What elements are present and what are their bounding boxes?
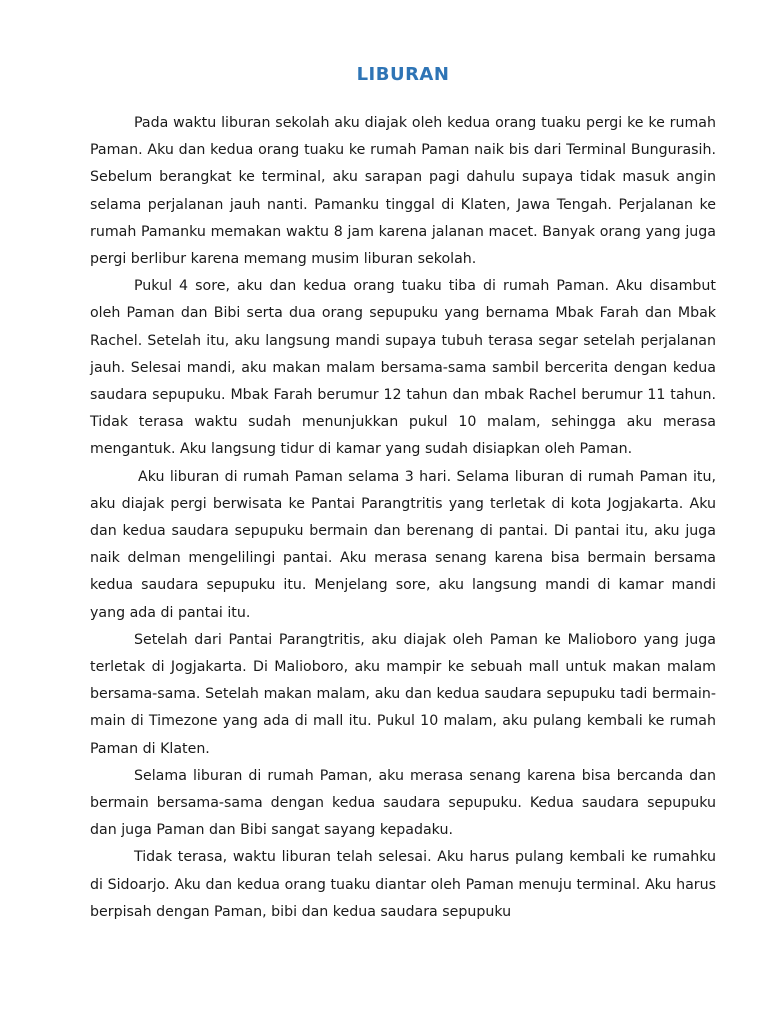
paragraph-6: Tidak terasa, waktu liburan telah selesai. Aku harus pulang kembali ke rumahku di Sidoarjo. Aku dan kedua orang tuaku diantar oleh Paman menuju terminal. Aku harus berpisah dengan Paman, bibi dan kedua saudara sepupuku — [90, 849, 716, 920]
paragraph-5: Selama liburan di rumah Paman, aku merasa senang karena bisa bercanda dan bermain bersama-sama dengan kedua saudara sepupuku. Kedua saudara sepupuku dan juga Paman dan Bibi sangat sayang kepadaku. — [90, 767, 716, 839]
paragraph-2: Pukul 4 sore, aku dan kedua orang tuaku tiba di rumah Paman. Aku disambut oleh Paman dan Bibi serta dua orang sepupuku yang bernama Mbak Farah dan Mbak Rachel. Setelah itu, aku langsung mandi supaya tubuh terasa segar setelah perjalanan jauh. Selesai mandi, aku makan malam bersama-sama sambil bercerita dengan kedua saudara sepupuku. Mbak Farah berumur 12 tahun dan mbak Rachel berumur 11 tahun. Tidak terasa waktu sudah menunjukkan pukul 10 malam, sehingga aku merasa mengantuk. Aku langsung tidur di kamar yang sudah disiapkan oleh Paman. — [90, 278, 716, 458]
paragraph-4: Setelah dari Pantai Parangtritis, aku diajak oleh Paman ke Malioboro yang juga terletak di Jogjakarta. Di Malioboro, aku mampir ke sebuah mall untuk makan malam bersama-sama. Setelah makan malam, aku dan kedua saudara sepupuku tadi bermain-main di Timezone yang ada di mall itu. Pukul 10 malam, aku pulang kembali ke rumah Paman di Klaten. — [90, 631, 716, 757]
paragraph-3: Aku liburan di rumah Paman selama 3 hari. Selama liburan di rumah Paman itu, aku diajak pergi berwisata ke Pantai Parangtritis yang terletak di kota Jogjakarta. Aku dan kedua saudara sepupuku bermain dan berenang di pantai. Di pantai itu, aku juga naik delman mengelilingi pantai. Aku merasa senang karena bisa bermain bersama kedua saudara sepupuku itu. Menjelang sore, aku langsung mandi di kamar mandi yang ada di pantai itu. — [90, 468, 716, 621]
document-page — [90, 60, 716, 926]
document-title: LIBURAN — [356, 64, 450, 85]
paragraph-1: Pada waktu liburan sekolah aku diajak oleh kedua orang tuaku pergi ke ke rumah Paman. Aku dan kedua orang tuaku ke rumah Paman naik bis dari Terminal Bungurasih. Sebelum berangkat ke terminal, aku sarapan pagi dahulu supaya tidak masuk angin selama perjalanan jauh nanti. Pamanku tinggal di Klaten, Jawa Tengah. Perjalanan ke rumah Pamanku memakan waktu 8 jam karena jalanan macet. Banyak orang yang juga pergi berlibur karena memang musim liburan sekolah. — [90, 115, 716, 268]
